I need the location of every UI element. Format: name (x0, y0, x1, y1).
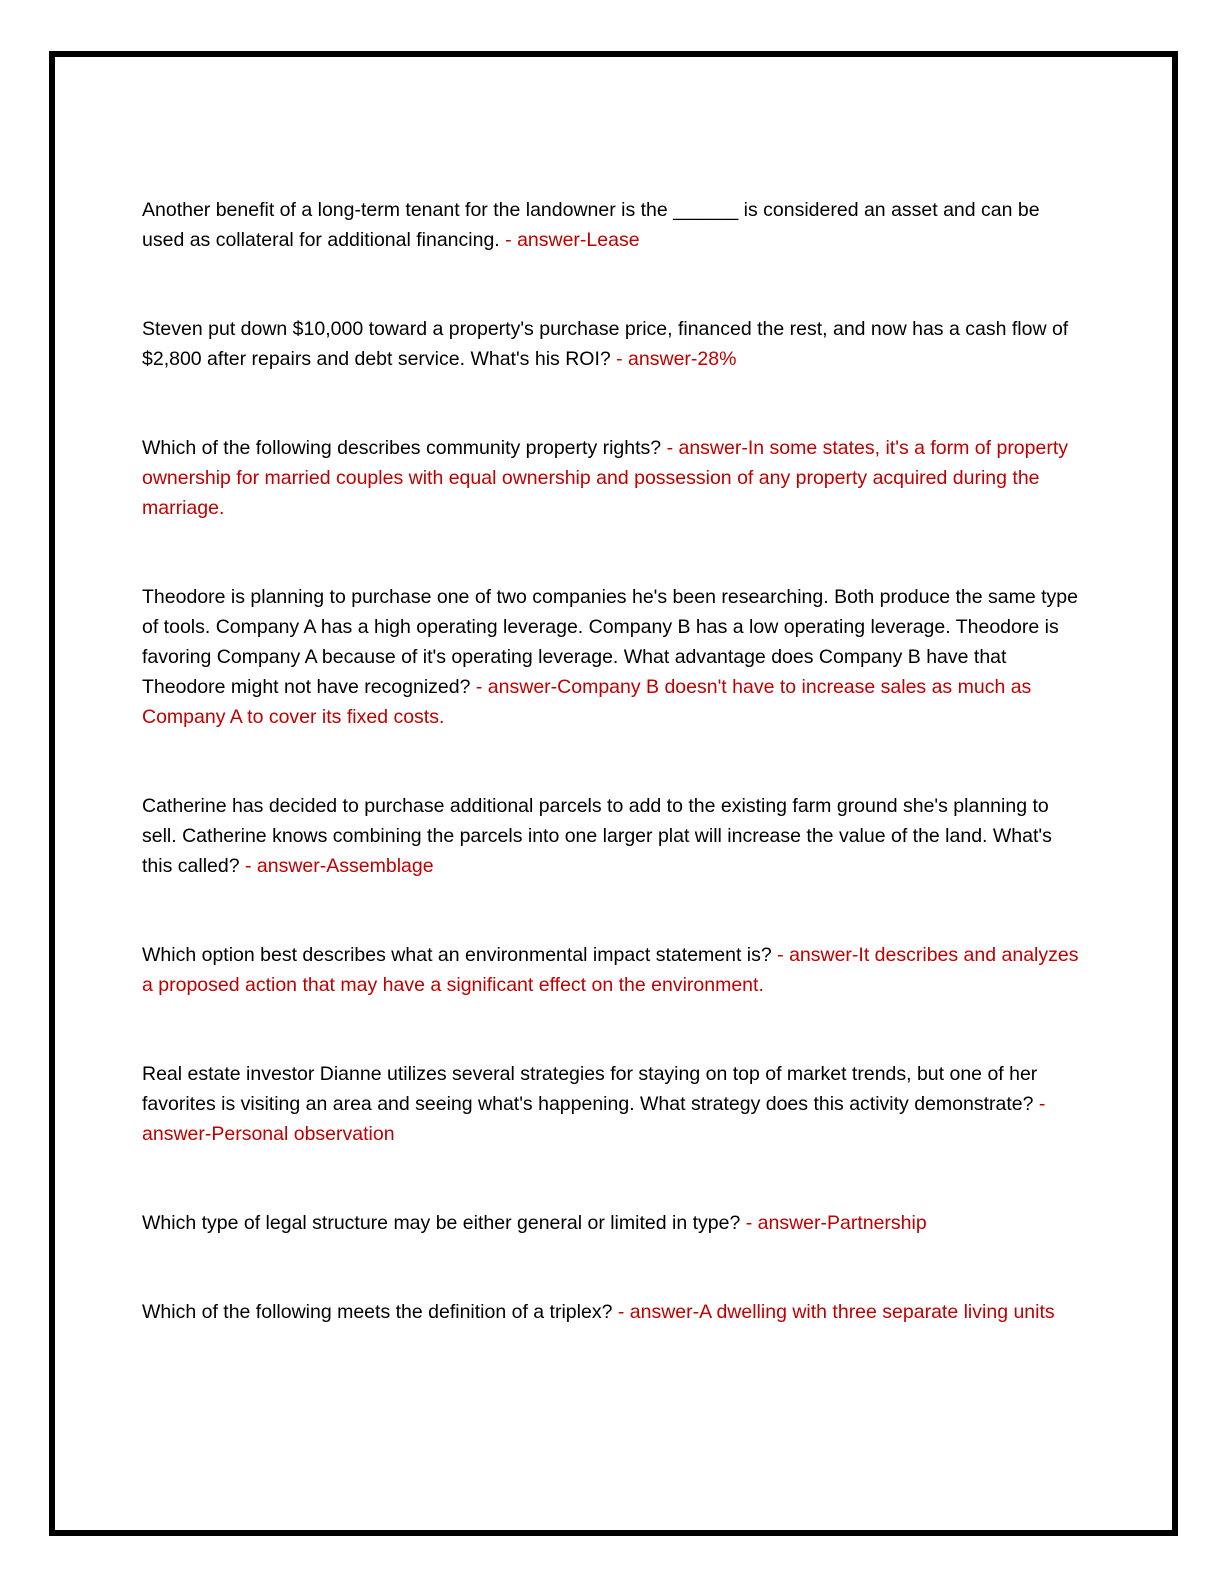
question-text: Which type of legal structure may be either general or limited in type? (142, 1212, 741, 1234)
answer-text: - answer-A dwelling with three separate living units (617, 1301, 1055, 1323)
question-text: Another benefit of a long-term tenant for the landowner is the ______ is considered an asset and can be used as collateral for additional financing. (142, 199, 1040, 251)
qa-item (142, 582, 1086, 732)
qa-item (142, 1208, 1086, 1238)
page-border (49, 51, 1178, 1536)
answer-text: - answer-Assemblage (244, 855, 434, 877)
qa-item (142, 1297, 1086, 1327)
question-text: Real estate investor Dianne utilizes several strategies for staying on top of market trends, but one of her favorites is visiting an area and seeing what's happening. What strategy does this activity demonstrate? (142, 1063, 1038, 1115)
answer-text: - answer-Lease (505, 229, 640, 251)
qa-item (142, 433, 1086, 523)
question-text: Which of the following meets the definition of a triplex? (142, 1301, 613, 1323)
answer-text: - answer-28% (616, 348, 737, 370)
document-content (55, 57, 1172, 1327)
qa-item (142, 940, 1086, 1000)
question-text: Which option best describes what an environmental impact statement is? (142, 944, 772, 966)
question-text: Catherine has decided to purchase additional parcels to add to the existing farm ground she's planning to sell. Catherine knows combining the parcels into one larger plat will increase the value of the land. What's this called? (142, 795, 1052, 877)
question-text: Steven put down $10,000 toward a property's purchase price, financed the rest, and now has a cash flow of $2,800 after repairs and debt service. What's his ROI? (142, 318, 1069, 370)
qa-item (142, 1059, 1086, 1149)
question-text: Theodore is planning to purchase one of two companies he's been researching. Both produce the same type of tools. Company A has a high operating leverage. Company B has a low operating leverage. Theodore is favoring Company A because of it's operating leverage. What advantage does Company B have that Theodore might not have recognized? (142, 586, 1078, 698)
answer-text: - answer-Personal observation (142, 1093, 1046, 1145)
qa-item (142, 314, 1086, 374)
answer-text: - answer-Partnership (745, 1212, 927, 1234)
qa-item (142, 791, 1086, 881)
answer-text: - answer-It describes and analyzes a proposed action that may have a significant effect on the environment. (142, 944, 1079, 996)
answer-text: - answer-Company B doesn't have to increase sales as much as Company A to cover its fixed costs. (142, 676, 1032, 728)
qa-item (142, 195, 1086, 255)
answer-text: - answer-In some states, it's a form of property ownership for married couples with equal ownership and possession of any property acquired during the marriage. (142, 437, 1069, 519)
question-text: Which of the following describes community property rights? (142, 437, 662, 459)
